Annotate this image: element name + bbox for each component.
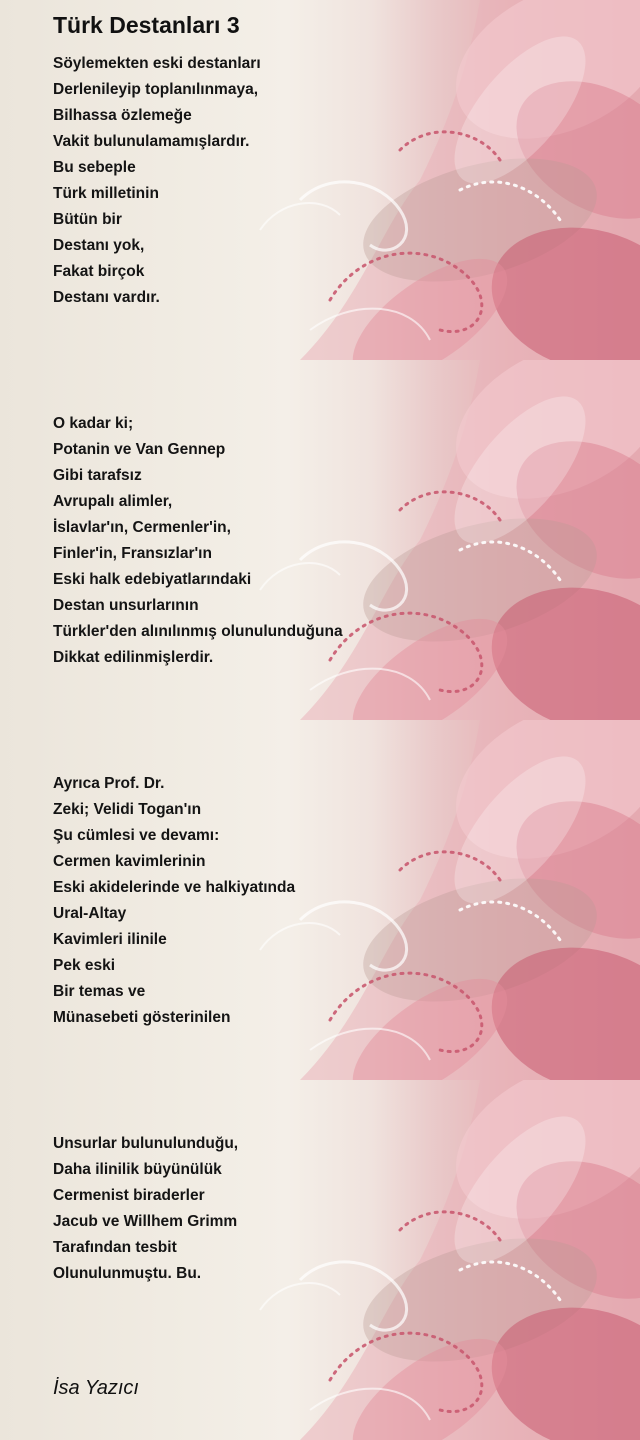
poem-line: Gibi tarafsız bbox=[53, 467, 142, 484]
poem-line: Daha ilinilik büyünülük bbox=[53, 1161, 222, 1178]
poem-line: Türk milletinin bbox=[53, 185, 159, 202]
poem-line: Destan unsurlarının bbox=[53, 597, 199, 614]
poem-line: Ural-Altay bbox=[53, 905, 127, 922]
poem-line: Unsurlar bulunulunduğu, bbox=[53, 1135, 239, 1152]
poem-line: İslavlar'ın, Cermenler'in, bbox=[53, 519, 231, 536]
poem-line: Pek eski bbox=[53, 957, 116, 974]
poem-line: Dikkat edilinmişlerdir. bbox=[53, 649, 214, 666]
poem-line: Finler'in, Fransızlar'ın bbox=[53, 545, 212, 562]
stanza bbox=[53, 1131, 620, 1287]
poem-line: Kavimleri ilinile bbox=[53, 931, 167, 948]
poem-author: İsa Yazıcı bbox=[53, 1377, 139, 1399]
stanza bbox=[53, 411, 620, 671]
poem-line: Münasebeti gösterinilen bbox=[53, 1009, 231, 1026]
poem-line: Jacub ve Willhem Grimm bbox=[53, 1213, 238, 1230]
poem-panel bbox=[0, 0, 640, 360]
poem-line: Şu cümlesi ve devamı: bbox=[53, 827, 220, 844]
poem-line: Söylemekten eski destanları bbox=[53, 55, 261, 72]
poem-line: Cermen kavimlerinin bbox=[53, 853, 206, 870]
poem-line: Olunulunmuştu. Bu. bbox=[53, 1265, 202, 1282]
poem-line: Destanı vardır. bbox=[53, 289, 160, 306]
poem-line: O kadar ki; bbox=[53, 415, 134, 432]
poem-panel bbox=[0, 360, 640, 720]
poem-panel bbox=[0, 720, 640, 1080]
poem-line: Fakat birçok bbox=[53, 263, 145, 280]
poem-line: Türkler'den alınılınmış olunulunduğuna bbox=[53, 623, 343, 640]
poem-line: Bir temas ve bbox=[53, 983, 146, 1000]
poem-line: Cermenist biraderler bbox=[53, 1187, 205, 1204]
poem-line: Derlenileyip toplanılınmaya, bbox=[53, 81, 259, 98]
poem-line: Bilhassa özlemeğe bbox=[53, 107, 192, 124]
poem-line: Avrupalı alimler, bbox=[53, 493, 173, 510]
stanza bbox=[53, 771, 620, 1031]
poem-line: Bütün bir bbox=[53, 211, 122, 228]
poem-line: Eski halk edebiyatlarındaki bbox=[53, 571, 252, 588]
poem-title: Türk Destanları 3 bbox=[53, 12, 240, 38]
poem-line: Zeki; Velidi Togan'ın bbox=[53, 801, 202, 818]
poem-line: Bu sebeple bbox=[53, 159, 136, 176]
poem-line: Tarafından tesbit bbox=[53, 1239, 177, 1256]
poem-line: Eski akidelerinde ve halkiyatında bbox=[53, 879, 296, 896]
poem-line: Ayrıca Prof. Dr. bbox=[53, 775, 165, 792]
poem-line: Vakit bulunulamamışlardır. bbox=[53, 133, 250, 150]
poem-line: Destanı yok, bbox=[53, 237, 145, 254]
stanza bbox=[53, 51, 620, 311]
poem-line: Potanin ve Van Gennep bbox=[53, 441, 226, 458]
